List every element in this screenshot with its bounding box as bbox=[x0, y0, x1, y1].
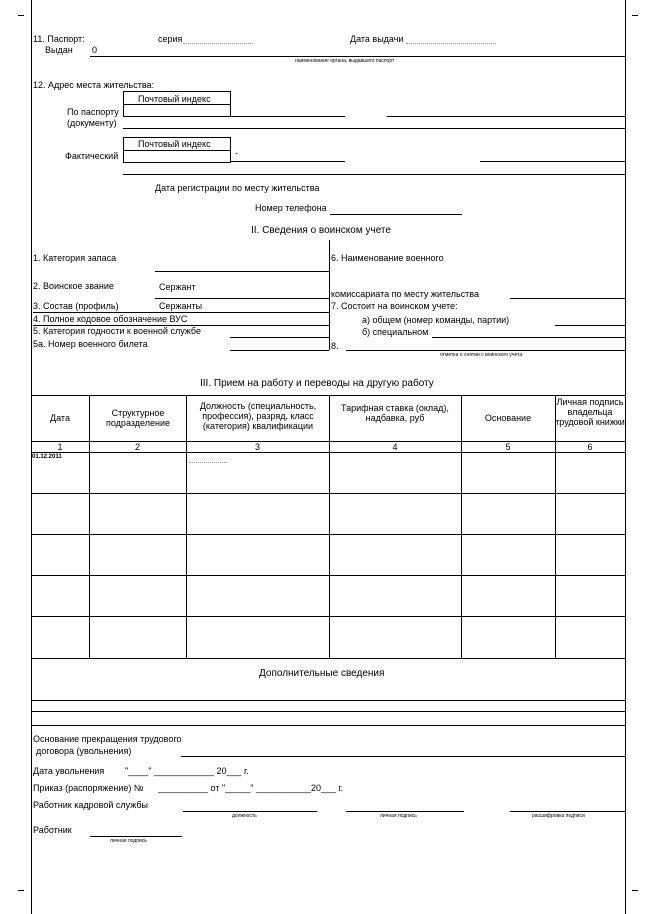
worker-label: Работник bbox=[33, 825, 72, 835]
additional-line-3[interactable] bbox=[31, 725, 625, 726]
actual-postal-index-divider bbox=[123, 150, 231, 151]
table-bottom-line bbox=[31, 658, 625, 659]
header-rate: Тарифная ставка (оклад), надбавка, руб bbox=[341, 403, 449, 423]
military-section-title: II. Сведения о воинском учете bbox=[251, 225, 391, 236]
table-col-line-3 bbox=[329, 395, 330, 658]
phone-line[interactable] bbox=[330, 214, 462, 215]
address-passport-line-2[interactable] bbox=[387, 116, 625, 117]
table-col-line-5 bbox=[555, 395, 556, 658]
dismissal-date-template[interactable]: "____" ____________ 20___ г. bbox=[125, 766, 249, 776]
actual-address-label: Фактический bbox=[65, 151, 119, 161]
employment-section-title: III. Прием на работу и переводы на другую работу bbox=[200, 378, 434, 389]
order-label: Приказ (распоряжение) № bbox=[33, 783, 144, 793]
postal-index-divider bbox=[123, 104, 231, 105]
address-label: 12. Адрес места жительства: bbox=[33, 80, 155, 90]
header-signature: Личная подпись владельца трудовой книжки bbox=[555, 397, 625, 427]
hr-signature-caption: личная подпись bbox=[380, 813, 417, 819]
header-position: Должность (специальность, профессия), разряд, класс (категория) квалификации bbox=[199, 401, 317, 431]
military-divider bbox=[329, 240, 330, 350]
passport-label: 11. Паспорт: bbox=[33, 34, 85, 44]
hr-decoding-caption: расшифровка подписи bbox=[532, 813, 585, 819]
passport-issue-date-field[interactable] bbox=[406, 43, 496, 44]
by-passport-label-2: (документу) bbox=[67, 118, 117, 128]
order-template[interactable]: __________ от "_____" ___________20___ г. bbox=[158, 783, 344, 793]
composition-line[interactable] bbox=[33, 312, 329, 313]
general-registration-label: а) общем (номер команды, партии) bbox=[362, 315, 510, 325]
top-margin-line-right bbox=[632, 15, 638, 16]
termination-reason-label-1: Основание прекращения трудового bbox=[33, 734, 182, 744]
military-rank-line[interactable] bbox=[155, 298, 329, 299]
actual-address-line-1[interactable] bbox=[231, 161, 345, 162]
general-registration-line[interactable] bbox=[555, 325, 625, 326]
postal-index-label: Почтовый индекс bbox=[138, 94, 211, 104]
dismissal-date-label: Дата увольнения bbox=[33, 766, 105, 776]
table-row-line-3 bbox=[31, 575, 625, 576]
additional-title: Дополнительные сведения bbox=[259, 668, 385, 679]
composition-label: 3. Состав (профиль) bbox=[33, 301, 119, 311]
header-department: Структурное подразделение bbox=[106, 408, 170, 428]
passport-issuer-caption: наименование органа, выдавшего паспорт bbox=[295, 58, 395, 64]
registration-date-label: Дата регистрации по месту жительства bbox=[155, 183, 320, 193]
commissariat-line[interactable] bbox=[510, 298, 625, 299]
by-passport-label-1: По паспорту bbox=[67, 107, 119, 117]
removed-caption: отметка о снятии с воинского учета bbox=[440, 352, 523, 358]
hr-position-line[interactable] bbox=[183, 811, 317, 812]
reserve-category-line[interactable] bbox=[155, 271, 329, 272]
phone-label: Номер телефона bbox=[255, 203, 327, 213]
table-col-line-2 bbox=[186, 395, 187, 658]
hr-signature-line[interactable] bbox=[346, 811, 464, 812]
passport-issued-by-line[interactable] bbox=[90, 56, 625, 57]
vus-label: 4. Полное кодовое обозначение ВУС bbox=[33, 314, 188, 324]
worker-signature-caption: личная подпись bbox=[110, 838, 147, 844]
table-row-line-1 bbox=[31, 493, 625, 494]
first-row-date: 01.12.2011 bbox=[32, 454, 62, 460]
military-rank-value: Сержант bbox=[159, 282, 196, 292]
reserve-category-label: 1. Категория запаса bbox=[33, 253, 117, 263]
table-top-line bbox=[31, 395, 625, 396]
passport-series-label: серия bbox=[158, 34, 183, 44]
passport-issued-by-value: 0 bbox=[92, 45, 98, 55]
actual-address-line-3[interactable] bbox=[123, 174, 625, 175]
passport-series-field[interactable] bbox=[183, 43, 253, 44]
col-number-1: 1 bbox=[57, 442, 63, 452]
special-registration-line[interactable] bbox=[432, 337, 625, 338]
employment-table bbox=[31, 395, 625, 659]
worker-signature-line[interactable] bbox=[90, 836, 182, 837]
commissariat-label-1: 6. Наименование военного bbox=[331, 253, 444, 263]
hr-worker-label: Работник кадровой службы bbox=[33, 800, 148, 810]
first-row-position-mark bbox=[189, 462, 227, 463]
col-number-6: 6 bbox=[587, 442, 593, 452]
item8-label: 8. bbox=[331, 341, 339, 351]
actual-address-line-2[interactable] bbox=[480, 161, 625, 162]
termination-reason-label-2: договора (увольнения) bbox=[36, 746, 132, 756]
col-number-4: 4 bbox=[392, 442, 398, 452]
table-number-line bbox=[31, 452, 625, 453]
hr-decoding-line[interactable] bbox=[510, 811, 625, 812]
header-date: Дата bbox=[50, 413, 70, 423]
fitness-line[interactable] bbox=[230, 337, 329, 338]
termination-reason-line[interactable] bbox=[181, 756, 625, 757]
additional-line-1[interactable] bbox=[31, 700, 625, 701]
table-col-line-4 bbox=[461, 395, 462, 658]
table-row-line-2 bbox=[31, 534, 625, 535]
additional-line-2[interactable] bbox=[31, 711, 625, 712]
ticket-line[interactable] bbox=[230, 350, 329, 351]
table-row-line-4 bbox=[31, 616, 625, 617]
passport-issued-by-label: Выдан bbox=[45, 45, 73, 55]
hr-position-caption: должность bbox=[232, 813, 257, 819]
commissariat-label-2: комиссариата по месту жительства bbox=[331, 289, 479, 299]
fitness-label: 5. Категория годности к военной службе bbox=[33, 326, 201, 336]
top-margin-line bbox=[18, 15, 24, 16]
right-margin-line bbox=[625, 0, 626, 914]
col-number-5: 5 bbox=[505, 442, 511, 452]
registered-label: 7. Состоит на воинском учете: bbox=[331, 301, 458, 311]
ticket-label: 5а. Номер военного билета bbox=[33, 339, 148, 349]
bottom-margin-line-right bbox=[632, 890, 638, 891]
table-col-line-1 bbox=[89, 395, 90, 658]
actual-address-dash: - bbox=[235, 148, 238, 158]
actual-postal-index-label: Почтовый индекс bbox=[138, 139, 211, 149]
col-number-3: 3 bbox=[254, 442, 260, 452]
bottom-margin-line bbox=[18, 890, 24, 891]
special-registration-label: б) специальном bbox=[362, 327, 429, 337]
composition-value: Сержанты bbox=[159, 301, 203, 311]
passport-issue-date-label: Дата выдачи bbox=[350, 34, 404, 44]
item8-line[interactable] bbox=[346, 350, 625, 351]
address-passport-line-3[interactable] bbox=[123, 128, 625, 129]
address-passport-line-1[interactable] bbox=[231, 116, 345, 117]
header-basis: Основание bbox=[484, 413, 532, 423]
col-number-2: 2 bbox=[134, 442, 140, 452]
military-rank-label: 2. Воинское звание bbox=[33, 281, 114, 291]
